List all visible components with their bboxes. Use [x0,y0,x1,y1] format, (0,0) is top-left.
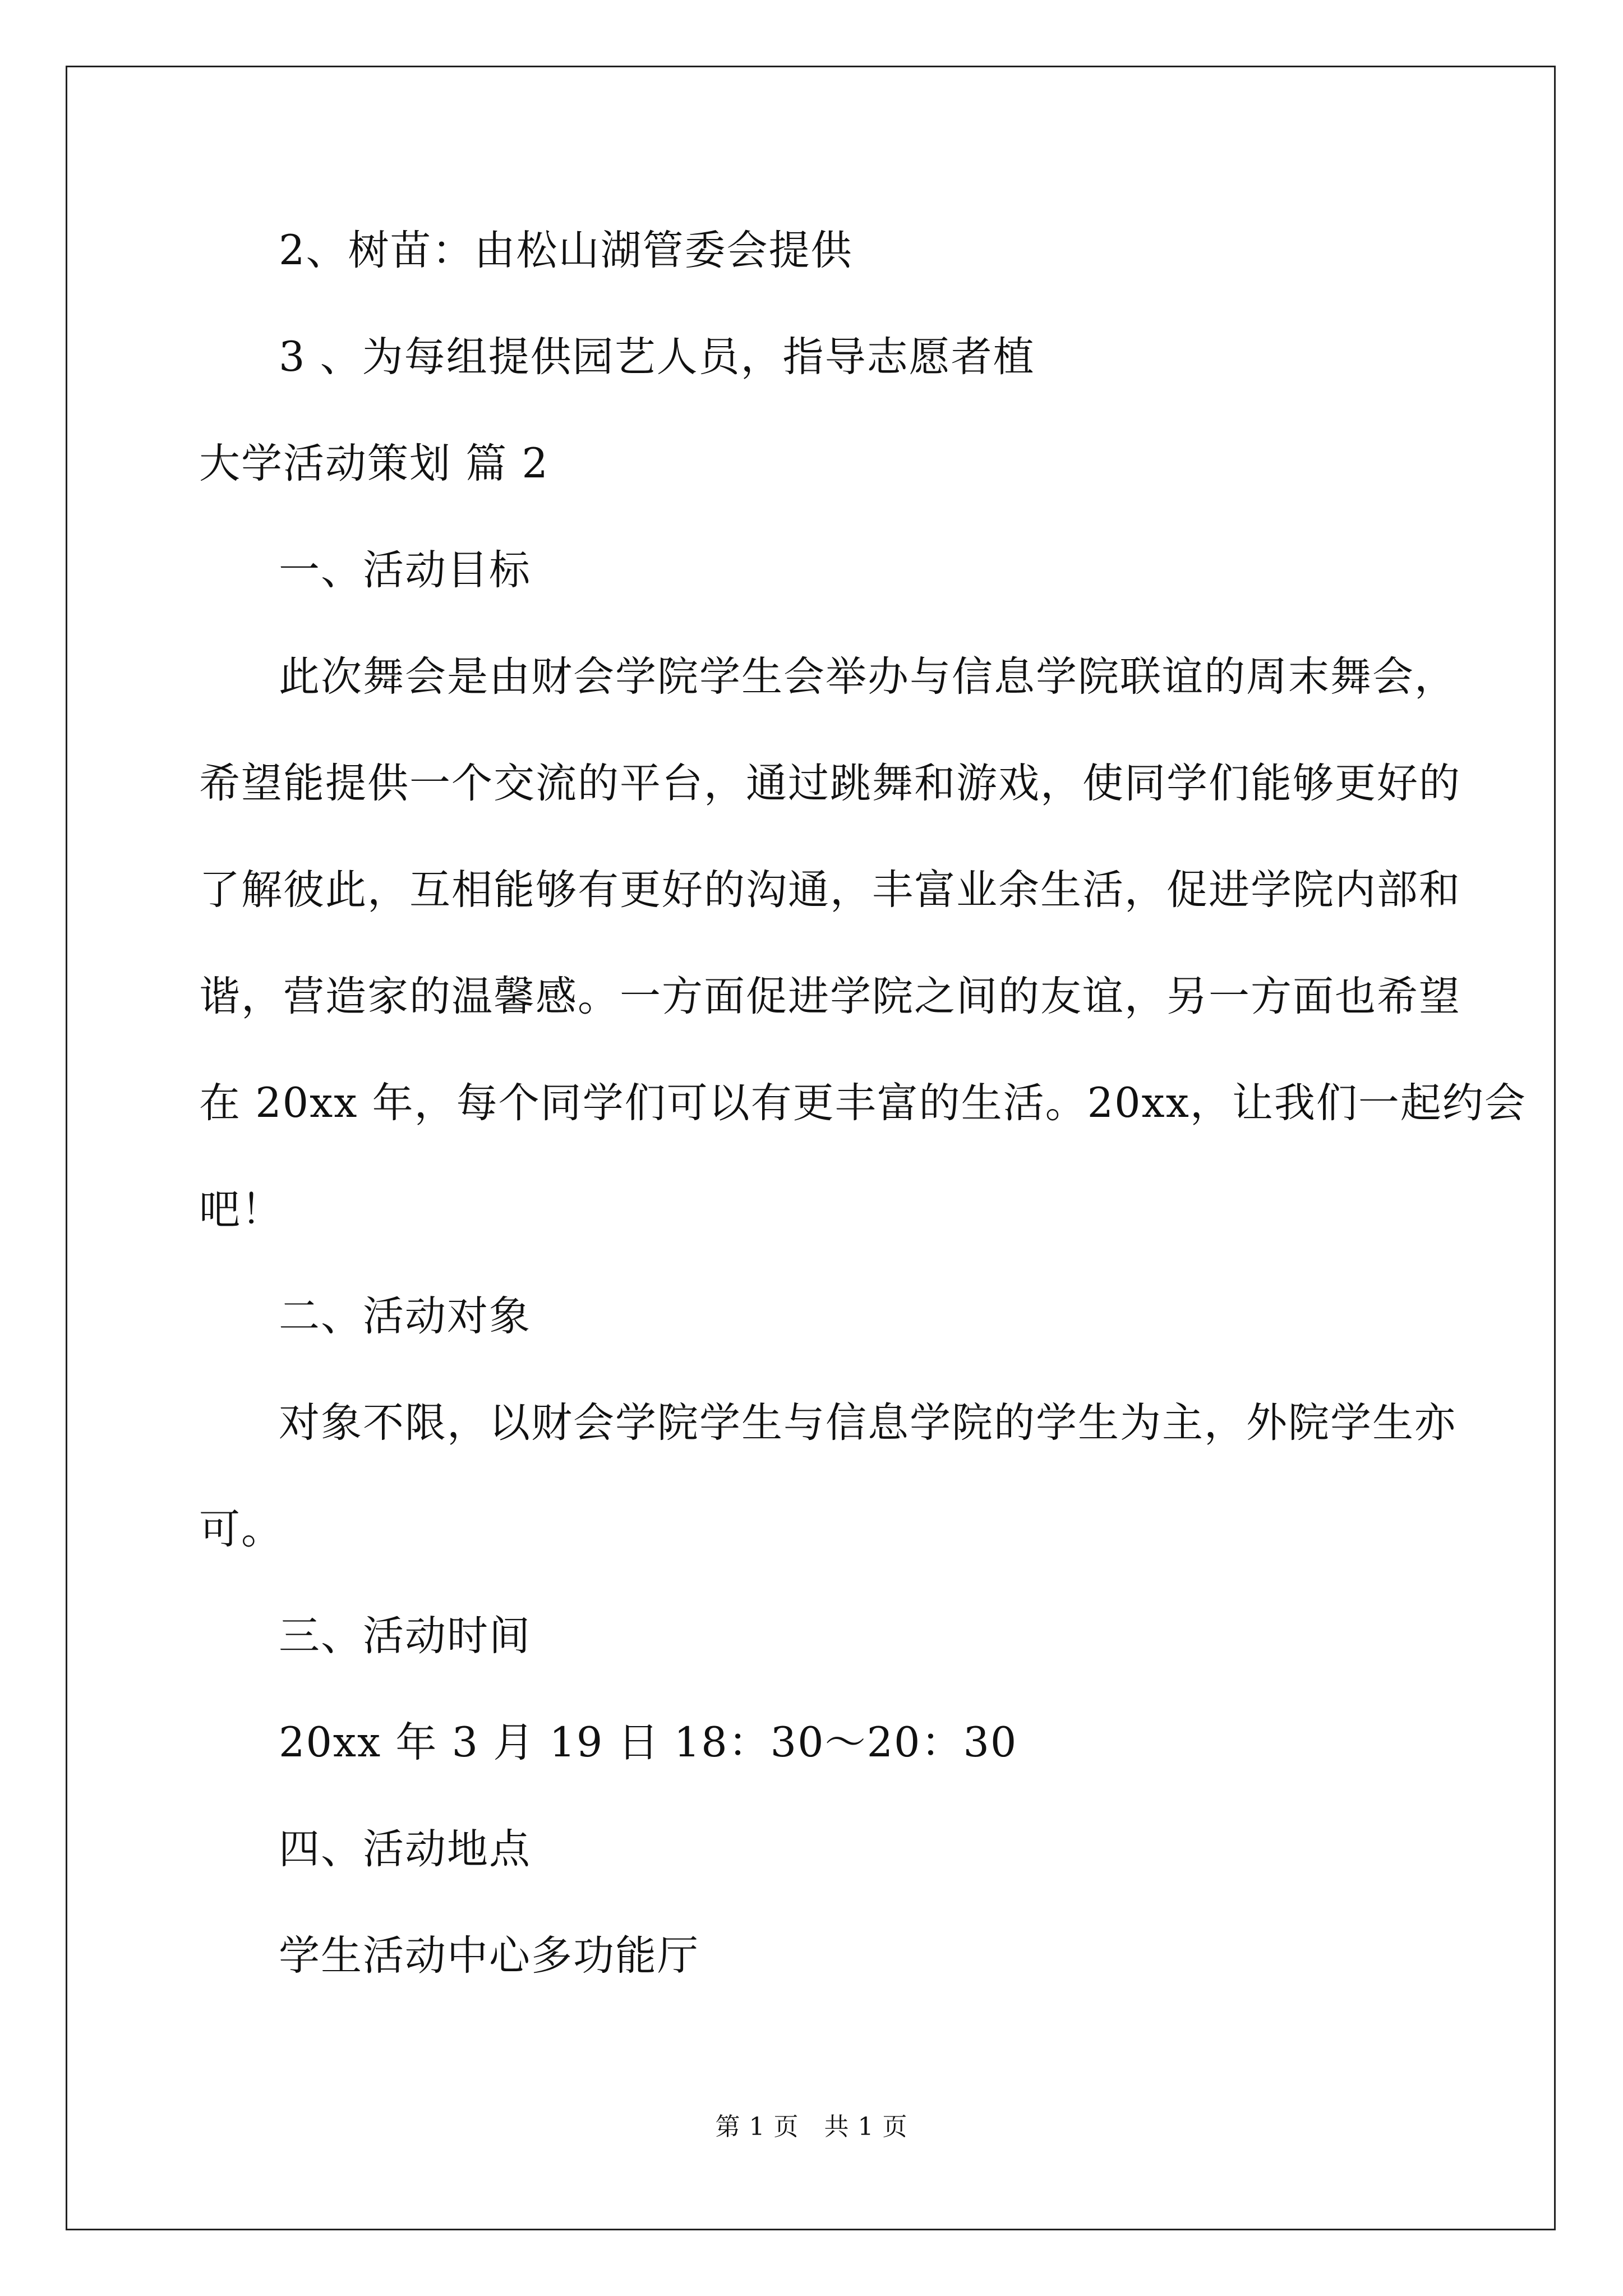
paragraph-line: 在 20xx 年，每个同学们可以有更丰富的生活。20xx，让我们一起约会 [199,1079,1527,1127]
activity-location-value: 学生活动中心多功能厅 [279,1932,699,1980]
paragraph-line: 可。 [199,1506,283,1553]
heading-activity-time: 三、活动时间 [279,1612,531,1660]
section-title: 大学活动策划 篇 2 [199,440,549,487]
heading-activity-target: 二、活动对象 [279,1292,531,1340]
page-footer: 第 1 页 共 1 页 [715,2113,908,2141]
paragraph-line: 了解彼此，互相能够有更好的沟通，丰富业余生活，促进学院内部和 [199,866,1461,914]
paragraph-line: 吧！ [199,1186,283,1234]
paragraph-line: 此次舞会是由财会学院学生会举办与信息学院联谊的周末舞会， [279,653,1456,701]
list-item-seedlings: 2、树苗：由松山湖管委会提供 [279,227,853,274]
paragraph-line: 对象不限，以财会学院学生与信息学院的学生为主，外院学生亦 [279,1399,1456,1447]
heading-activity-goal: 一、活动目标 [279,546,531,594]
list-item-gardeners: 3 、为每组提供园艺人员，指导志愿者植 [279,333,1035,381]
heading-activity-location: 四、活动地点 [279,1825,531,1873]
paragraph-line: 谐，营造家的温馨感。一方面促进学院之间的友谊，另一方面也希望 [199,973,1461,1020]
page-border [66,66,1556,2230]
activity-time-value: 20xx 年 3 月 19 日 18：30～20：30 [279,1719,1018,1766]
paragraph-line: 希望能提供一个交流的平台，通过跳舞和游戏，使同学们能够更好的 [199,760,1461,807]
